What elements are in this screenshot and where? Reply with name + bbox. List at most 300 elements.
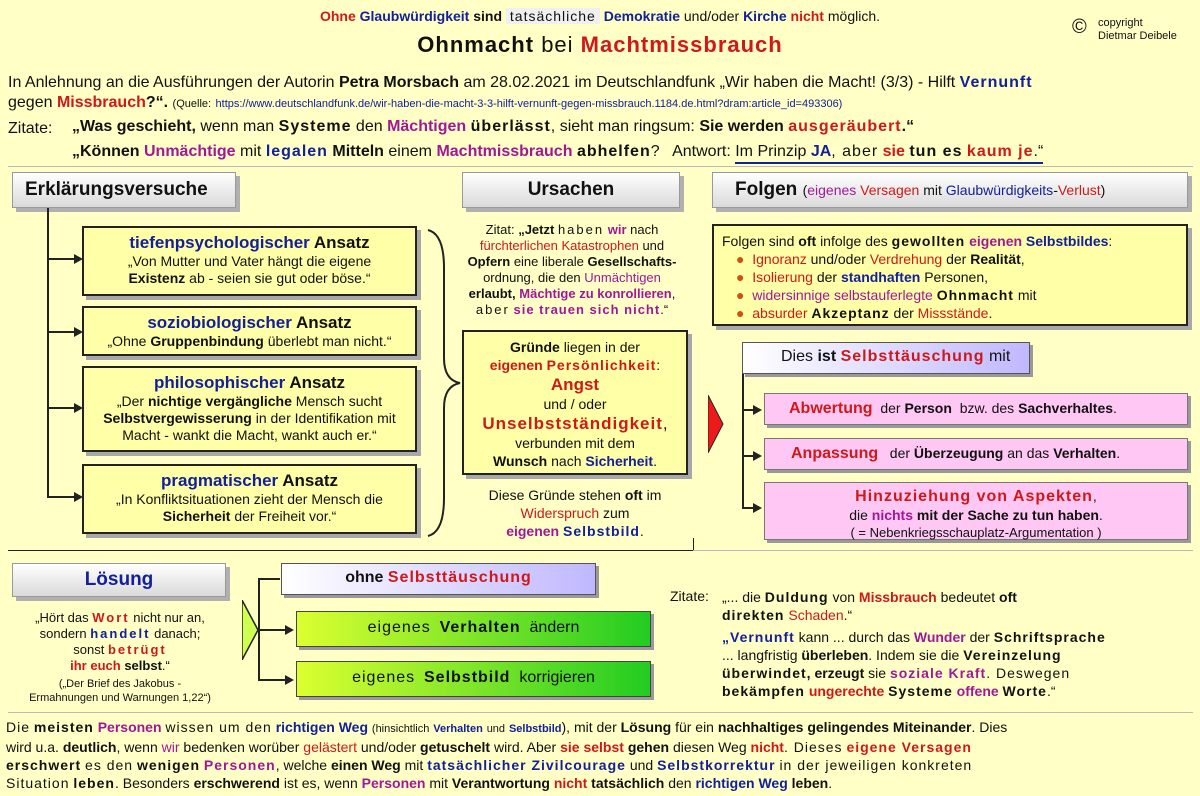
t: , xyxy=(1092,488,1097,504)
banner-word: nicht xyxy=(790,8,824,24)
t: Verhalten xyxy=(1053,445,1117,461)
t: sondern xyxy=(39,626,87,641)
t: . xyxy=(1098,507,1103,523)
intro-text xyxy=(8,73,1193,114)
t: Existenz xyxy=(128,270,186,286)
t: der xyxy=(816,269,838,285)
t: soziobiologischer xyxy=(147,313,292,332)
q-word: Unmächtige xyxy=(144,143,236,160)
copyright-icon: © xyxy=(1072,16,1087,38)
approach-line: Macht - wankt die Macht, wankt auch er.“ xyxy=(122,427,377,443)
bullet-icon: ● xyxy=(736,287,745,303)
approach-title xyxy=(84,312,415,333)
rq-line xyxy=(722,606,1192,624)
t: liegen in der xyxy=(563,339,640,355)
g-line xyxy=(464,452,686,470)
intro-part: am 28.02.2021 im Deutschlandfunk „Wir haben die Macht! (3/3) - Hilft xyxy=(463,74,956,91)
bp-line xyxy=(6,774,1196,792)
t: , xyxy=(662,414,668,433)
t: Wunder xyxy=(913,629,966,645)
t: nichtige vergängliche xyxy=(147,393,292,409)
approach-box-soziobiologisch xyxy=(82,306,417,356)
page-title xyxy=(0,32,1200,58)
uq-line xyxy=(452,270,692,286)
t: ändern xyxy=(529,619,580,636)
t: der xyxy=(889,445,911,461)
title-part: Ohnmacht xyxy=(417,32,535,57)
banner-word: Demokratie xyxy=(603,8,680,24)
t: leben xyxy=(73,775,115,791)
t: Ansatz xyxy=(289,373,346,392)
t: ist xyxy=(817,348,837,365)
t: oft xyxy=(798,233,817,249)
source-link[interactable]: https://www.deutschlandfunk.de/wir-haben-die-macht-3-3-hilft-vernunft-gegen-missbrauch.1184.de.html?dram:article_id=493306) xyxy=(215,98,843,110)
t: und xyxy=(629,757,654,773)
hz-line xyxy=(765,487,1187,506)
t: sie selbst xyxy=(560,739,624,755)
t: nicht xyxy=(553,775,588,791)
t: . Dieses xyxy=(783,739,843,755)
t: Selbstvergewisserung xyxy=(103,410,252,426)
t: sonst xyxy=(73,642,105,657)
folgen-box xyxy=(712,224,1188,326)
t: korrigieren xyxy=(519,669,595,686)
fp: eigenes xyxy=(807,182,857,198)
t: . xyxy=(1116,445,1121,461)
top-banner xyxy=(0,8,1200,24)
t: Ansatz xyxy=(282,471,338,490)
selbsttaeuschung-box xyxy=(742,342,1030,374)
uq-line xyxy=(452,302,692,318)
t: der xyxy=(946,251,967,267)
header-loesung: Lösung xyxy=(12,563,226,597)
t: . xyxy=(653,453,657,469)
q-word: den xyxy=(355,118,383,135)
g-line: und / oder xyxy=(543,396,607,412)
t: Opfern xyxy=(467,254,511,269)
t: : xyxy=(1108,233,1113,249)
copyright-line: copyright xyxy=(1098,17,1143,29)
t: sie trauen sich nicht xyxy=(513,302,661,317)
right-quotes xyxy=(722,588,1192,700)
t: erschwert xyxy=(6,757,82,773)
lq-line: („Der Brief des Jakobus - xyxy=(58,678,182,690)
banner-word: möglich. xyxy=(827,8,881,24)
bp-line xyxy=(6,738,1196,756)
t: Anpassung xyxy=(791,445,879,462)
fb-item xyxy=(722,304,1186,322)
t: eigene Versagen xyxy=(846,739,972,755)
loesung-quote xyxy=(12,610,228,705)
t: erlaubt, xyxy=(468,286,516,301)
t: Akzeptanz xyxy=(811,305,890,321)
t: danach; xyxy=(154,626,201,641)
t: richtigen Weg xyxy=(275,719,369,735)
aspect-box-hinzuziehung xyxy=(764,482,1188,540)
t: . Besonders xyxy=(114,775,190,791)
arrow-icon xyxy=(753,405,762,415)
t: an das xyxy=(1007,445,1050,461)
t: : xyxy=(656,357,661,373)
t: ihr euch xyxy=(70,658,121,673)
t: oft xyxy=(999,589,1017,605)
hz-line: ( = Nebenkriegsschauplatz-Argumentation ) xyxy=(850,525,1102,540)
t: Mensch sucht xyxy=(295,393,383,409)
intro-part: Vernunft xyxy=(959,74,1033,91)
approach-title xyxy=(84,372,415,393)
intro-part: In Anlehnung an die Ausführungen der Autorin xyxy=(8,74,335,91)
hz-line xyxy=(765,506,1187,524)
t: Selbsttäuschung xyxy=(840,348,985,365)
t: „... die xyxy=(722,589,761,605)
q-word: ausgeräubert xyxy=(788,118,902,135)
t: nicht nur an, xyxy=(133,610,205,625)
t: Selbstbildes xyxy=(1025,233,1109,249)
t: leben xyxy=(791,775,829,791)
lq-line xyxy=(12,642,228,658)
quotes-label: Zitate: xyxy=(8,120,53,137)
banner-word: Glaubwürdigkeit xyxy=(359,8,470,24)
q-word: „Können xyxy=(72,143,140,160)
t: in der jeweiligen konkreten xyxy=(779,757,973,773)
q-word: abhelfen xyxy=(576,143,651,160)
t: wird u.a. xyxy=(6,739,59,755)
q-word: , sieht man ringsum: xyxy=(550,118,695,135)
t: .“ xyxy=(1046,683,1056,699)
t: eine liberale xyxy=(513,254,584,269)
t: wir xyxy=(161,739,180,755)
t: bekämpfen xyxy=(722,683,805,699)
t: in der Identifikation mit xyxy=(255,410,396,426)
t: . Indem sie die xyxy=(868,647,960,663)
gruende-box xyxy=(462,330,688,475)
q-word: legalen xyxy=(265,143,328,160)
header-erklaerungsversuche: Erklärungsversuche xyxy=(12,172,236,208)
approach-line xyxy=(84,393,415,410)
t: Mächtige zu konrollieren xyxy=(519,286,672,301)
t: Dies xyxy=(781,348,814,365)
intro-part: ?“. xyxy=(145,94,169,111)
g-line: verbunden mit dem xyxy=(515,435,635,451)
tree-line xyxy=(47,407,75,409)
t: betrügt xyxy=(107,642,167,657)
uq-line xyxy=(452,238,692,254)
t: deutlich xyxy=(62,739,117,755)
t: „Jetzt xyxy=(518,222,555,237)
t: Selbstbild xyxy=(424,669,511,686)
t: , xyxy=(671,286,676,301)
t: soziale Kraft xyxy=(889,665,987,681)
t: Widerspruch xyxy=(520,505,600,521)
header-folgen xyxy=(712,172,1188,208)
t: Selbsttäuschung xyxy=(387,569,532,586)
bullet-icon: ● xyxy=(736,269,745,285)
t: der xyxy=(969,629,990,645)
rq-line xyxy=(722,682,1192,700)
approach-box-tiefenpsychologisch xyxy=(82,226,417,296)
approach-title xyxy=(84,232,415,253)
t: Sicherheit xyxy=(162,508,231,524)
t: Sicherheit xyxy=(585,453,654,469)
t: .“ xyxy=(161,658,170,673)
q-word: überlässt xyxy=(470,118,551,135)
tree-line xyxy=(47,331,75,333)
t: überleben xyxy=(801,647,869,663)
fp: ) xyxy=(1100,182,1106,198)
t: Realität xyxy=(970,251,1021,267)
t: Sachverhaltes xyxy=(1018,400,1114,416)
t: bedeutet xyxy=(940,589,996,605)
t: Personen xyxy=(924,269,985,285)
t: Lösung xyxy=(620,719,672,735)
q-word: tun es xyxy=(909,143,963,160)
g-line xyxy=(464,356,686,374)
fb-item xyxy=(722,268,1186,286)
t: Verantwortung xyxy=(451,775,550,791)
t: . xyxy=(1113,400,1117,416)
q-word: Antwort: xyxy=(672,143,731,160)
t: Missstände xyxy=(917,305,989,321)
t: ohne xyxy=(345,569,384,586)
t: richtigen Weg xyxy=(695,775,788,791)
t: ab - seien sie gut oder böse.“ xyxy=(189,270,371,286)
t: gelästert xyxy=(303,739,357,755)
tree-line xyxy=(47,496,75,498)
solution-verhalten-aendern xyxy=(296,611,651,647)
t: getuschelt xyxy=(420,739,491,755)
t: und/oder xyxy=(360,739,417,755)
approach-line xyxy=(84,270,415,287)
q-word: .“ xyxy=(901,118,915,135)
t: wird. Aber xyxy=(493,739,557,755)
approach-line xyxy=(84,410,415,427)
solution-ohne-selbsttaeuschung xyxy=(281,563,596,595)
t: der xyxy=(880,400,901,416)
t: kann ... durch das xyxy=(798,629,910,645)
gn-line xyxy=(452,522,698,540)
t: und xyxy=(642,238,665,253)
t: eigenes xyxy=(352,669,416,686)
t: widersinnige selbstauferlegte xyxy=(752,287,933,303)
q-word: ? xyxy=(650,143,660,160)
tree-line xyxy=(742,374,744,508)
t: direkten xyxy=(722,607,785,623)
t: einen xyxy=(330,757,368,773)
bottom-paragraph xyxy=(6,718,1196,792)
intro-author: Petra Morsbach xyxy=(338,74,459,91)
t: wenigen xyxy=(136,757,200,773)
t: Verdrehung xyxy=(869,251,943,267)
approach-line xyxy=(84,508,415,525)
t: oft xyxy=(624,487,643,503)
t: absurder xyxy=(752,305,808,321)
banner-word: und/oder xyxy=(683,8,740,24)
t: gewollten xyxy=(891,233,966,249)
tree-line xyxy=(258,679,286,681)
t: philosophischer xyxy=(153,373,286,392)
t: „Vernunft xyxy=(722,629,795,645)
t: Verhalten xyxy=(439,619,521,636)
t: Systeme xyxy=(888,683,953,699)
t: ungerechte xyxy=(808,683,885,699)
t: und xyxy=(486,723,506,735)
t: standhaften xyxy=(840,269,921,285)
fp: mit xyxy=(923,182,942,198)
arrow-icon xyxy=(753,503,762,513)
approach-line: „In Konfliktsituationen zieht der Mensch die xyxy=(116,491,383,507)
arrow-icon xyxy=(753,451,762,461)
t: nach xyxy=(630,222,659,237)
red-triangle-icon xyxy=(708,395,724,453)
header-ursachen: Ursachen xyxy=(462,172,680,208)
lq-line xyxy=(12,626,228,642)
t: Die xyxy=(6,719,31,735)
aspect-box-abwertung xyxy=(764,393,1188,425)
t: mit xyxy=(429,775,449,791)
t: erschwerend xyxy=(193,775,280,791)
t: Selbstbild xyxy=(563,523,640,539)
approach-line xyxy=(84,333,415,350)
q-word: Systeme xyxy=(278,118,352,135)
t: Folgen sind xyxy=(722,233,795,249)
rq-line xyxy=(722,628,1192,646)
bp-line xyxy=(6,756,1196,774)
t: haben xyxy=(557,222,605,237)
t: „Hört das xyxy=(35,610,89,625)
t: Gesellschafts- xyxy=(587,254,677,269)
t: sie xyxy=(868,665,887,681)
t: Diese Gründe stehen xyxy=(488,487,621,503)
uq-line xyxy=(452,286,692,302)
t: Personen xyxy=(203,757,276,773)
g-angst: Angst xyxy=(550,375,600,394)
t: und/oder xyxy=(810,251,866,267)
intro-part: Missbrauch xyxy=(56,94,146,111)
t: Duldung xyxy=(764,589,829,605)
approach-box-philosophisch xyxy=(82,366,417,452)
q-word: kaum je xyxy=(966,143,1034,160)
t: fürchterlichen Katastrophen xyxy=(479,238,639,253)
t: Ansatz xyxy=(313,233,370,252)
t: ist es, wenn xyxy=(283,775,358,791)
t: mit der Sache zu tun haben xyxy=(916,507,1099,523)
bp-line xyxy=(6,718,1196,738)
ursachen-quote xyxy=(452,222,692,318)
t: Worte xyxy=(1002,683,1047,699)
t: der Freiheit vor.“ xyxy=(234,508,337,524)
banner-word: Kirche xyxy=(743,8,787,24)
t: ), mit der xyxy=(561,719,617,735)
solution-selbstbild-korrigieren xyxy=(296,661,651,697)
t: Ansatz xyxy=(295,313,352,332)
t: . xyxy=(828,775,833,791)
rq-line xyxy=(722,664,1192,682)
lq-line xyxy=(12,610,228,626)
quote-line-1 xyxy=(72,118,914,136)
tree-line xyxy=(47,258,75,260)
t: der xyxy=(893,305,914,321)
lq-line xyxy=(12,658,228,674)
t: tatsächlich xyxy=(591,775,665,791)
t: nach xyxy=(551,453,582,469)
banner-word: sind xyxy=(473,8,503,24)
fp: Glaubwürdigkeits xyxy=(945,182,1054,198)
banner-word: tatsächliche xyxy=(506,8,600,24)
t: ordnung, die den xyxy=(483,270,581,285)
t: mit xyxy=(1017,287,1037,303)
t: pragmatischer xyxy=(161,471,279,490)
t: , xyxy=(1020,251,1025,267)
t: Überzeugung xyxy=(913,445,1004,461)
answer-underlined xyxy=(735,143,1043,164)
t: die xyxy=(849,507,868,523)
t: Situation xyxy=(6,775,70,791)
t: nicht xyxy=(750,739,784,755)
quote-line-2 xyxy=(72,143,1043,161)
rq-line xyxy=(722,588,1192,606)
banner-word: Ohne xyxy=(319,8,356,24)
t: Ohnmacht xyxy=(936,287,1014,303)
bullet-icon: ● xyxy=(736,251,745,267)
gruende-note xyxy=(452,486,698,540)
uq-line xyxy=(452,254,692,270)
t: Vereinzelung xyxy=(963,647,1062,663)
fp: Verlust xyxy=(1057,182,1101,198)
t: . xyxy=(639,523,644,539)
fp: - xyxy=(1053,182,1058,198)
t: offene xyxy=(956,683,999,699)
arrow-icon xyxy=(285,625,294,635)
t: es den xyxy=(85,757,134,773)
t: im xyxy=(646,487,662,503)
t: Person xyxy=(904,400,952,416)
t: überwindet xyxy=(722,665,807,681)
t: gehen xyxy=(627,739,670,755)
fb-item xyxy=(722,250,1186,268)
t: (hinsichtlich xyxy=(371,723,430,735)
t: Gründe xyxy=(510,339,560,355)
t: nichts xyxy=(871,507,913,523)
t: handelt xyxy=(90,626,151,641)
aspect-box-anpassung xyxy=(764,438,1188,470)
t: den xyxy=(668,775,692,791)
approach-title xyxy=(84,470,415,491)
t: Abwertung xyxy=(789,400,873,417)
copyright-line: Dietmar Deibele xyxy=(1098,30,1177,42)
tree-line xyxy=(258,629,286,631)
t: Wunsch xyxy=(493,453,548,469)
t: tatsächlicher Zivilcourage xyxy=(427,757,626,773)
q-word: geschieht, xyxy=(116,118,196,135)
folgen-title: Folgen xyxy=(735,179,798,200)
t: bedenken worüber xyxy=(183,739,300,755)
q-word: sie xyxy=(882,143,905,160)
folgen-paren xyxy=(803,182,1106,198)
t: , xyxy=(984,269,989,285)
q-word: einem xyxy=(388,143,432,160)
t: Selbstkorrektur xyxy=(657,757,776,773)
t: Verhalten xyxy=(433,723,483,735)
t: eigenen xyxy=(969,233,1023,249)
intro-part: gegen xyxy=(8,94,53,111)
t: tiefenpsychologischer xyxy=(129,233,310,252)
t: für ein xyxy=(675,719,714,735)
t: Ignoranz xyxy=(752,251,807,267)
t: „Der xyxy=(116,393,145,409)
tree-line xyxy=(258,578,280,580)
t: von xyxy=(832,589,856,605)
lq-line: Ermahnungen und Warnungen 1,22“) xyxy=(29,692,211,704)
